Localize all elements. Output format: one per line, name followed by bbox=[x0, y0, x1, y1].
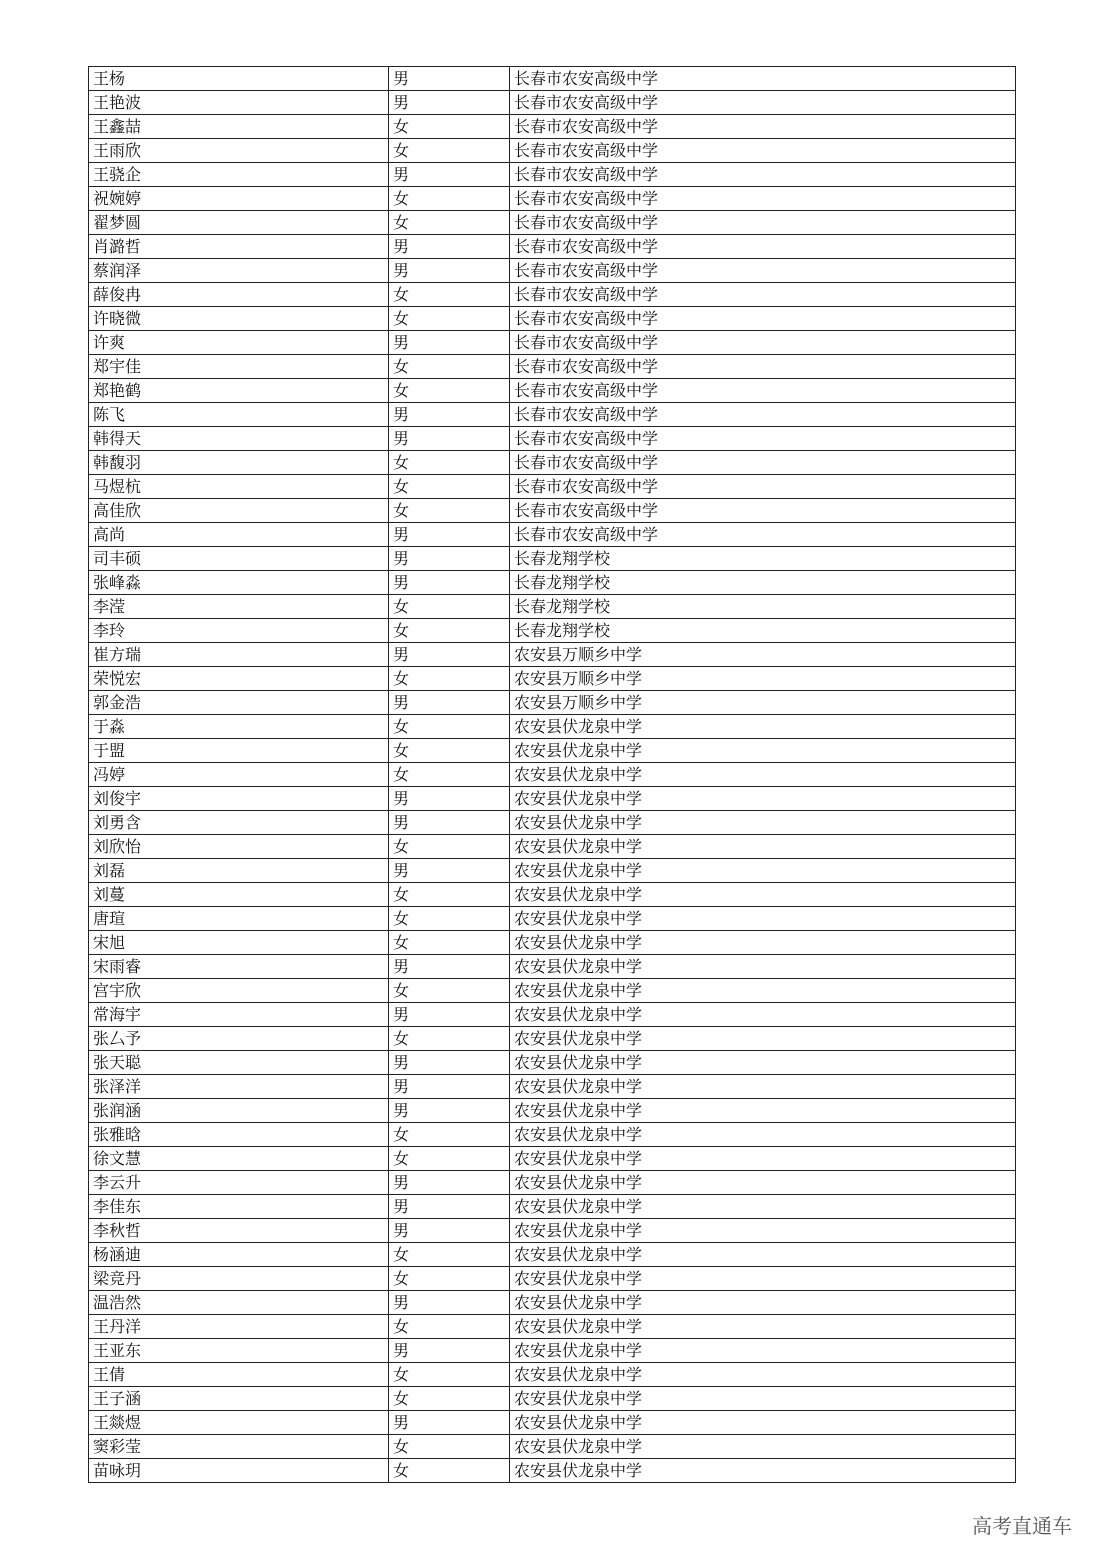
table-row bbox=[89, 1123, 1016, 1147]
school-cell: 农安县伏龙泉中学 bbox=[510, 1099, 1016, 1123]
school-cell: 农安县伏龙泉中学 bbox=[510, 811, 1016, 835]
school-cell: 长春龙翔学校 bbox=[510, 619, 1016, 643]
student-name-cell: 宋旭 bbox=[89, 931, 389, 955]
school-cell: 农安县伏龙泉中学 bbox=[510, 715, 1016, 739]
gender-cell: 男 bbox=[389, 811, 510, 835]
gender-cell: 男 bbox=[389, 1171, 510, 1195]
gender-cell: 男 bbox=[389, 1099, 510, 1123]
student-name-cell: 王倩 bbox=[89, 1363, 389, 1387]
student-name-cell: 李秋哲 bbox=[89, 1219, 389, 1243]
student-name-cell: 王亚东 bbox=[89, 1339, 389, 1363]
roster-body bbox=[89, 67, 1016, 1483]
school-cell: 农安县伏龙泉中学 bbox=[510, 1171, 1016, 1195]
table-row bbox=[89, 1051, 1016, 1075]
student-name-cell: 韩馥羽 bbox=[89, 451, 389, 475]
student-name-cell: 张润涵 bbox=[89, 1099, 389, 1123]
table-row bbox=[89, 667, 1016, 691]
school-cell: 农安县伏龙泉中学 bbox=[510, 1291, 1016, 1315]
table-row bbox=[89, 1219, 1016, 1243]
school-cell: 农安县伏龙泉中学 bbox=[510, 1339, 1016, 1363]
table-row bbox=[89, 403, 1016, 427]
table-row bbox=[89, 1411, 1016, 1435]
table-row bbox=[89, 451, 1016, 475]
student-name-cell: 祝婉婷 bbox=[89, 187, 389, 211]
school-cell: 农安县伏龙泉中学 bbox=[510, 1387, 1016, 1411]
school-cell: 农安县伏龙泉中学 bbox=[510, 1075, 1016, 1099]
student-name-cell: 张峰淼 bbox=[89, 571, 389, 595]
student-name-cell: 薛俊冉 bbox=[89, 283, 389, 307]
student-name-cell: 刘欣怡 bbox=[89, 835, 389, 859]
table-row bbox=[89, 1459, 1016, 1483]
school-cell: 农安县伏龙泉中学 bbox=[510, 1027, 1016, 1051]
gender-cell: 女 bbox=[389, 1147, 510, 1171]
table-row bbox=[89, 523, 1016, 547]
gender-cell: 男 bbox=[389, 1291, 510, 1315]
student-name-cell: 于盟 bbox=[89, 739, 389, 763]
table-row bbox=[89, 427, 1016, 451]
table-row bbox=[89, 1147, 1016, 1171]
school-cell: 农安县伏龙泉中学 bbox=[510, 1315, 1016, 1339]
table-row bbox=[89, 283, 1016, 307]
school-cell: 农安县伏龙泉中学 bbox=[510, 763, 1016, 787]
student-name-cell: 宫宇欣 bbox=[89, 979, 389, 1003]
school-cell: 农安县伏龙泉中学 bbox=[510, 1147, 1016, 1171]
student-name-cell: 王雨欣 bbox=[89, 139, 389, 163]
school-cell: 长春市农安高级中学 bbox=[510, 499, 1016, 523]
table-row bbox=[89, 1243, 1016, 1267]
table-row bbox=[89, 1315, 1016, 1339]
student-name-cell: 许爽 bbox=[89, 331, 389, 355]
student-name-cell: 刘蔓 bbox=[89, 883, 389, 907]
table-row bbox=[89, 883, 1016, 907]
student-name-cell: 刘俊宇 bbox=[89, 787, 389, 811]
table-row bbox=[89, 187, 1016, 211]
school-cell: 长春市农安高级中学 bbox=[510, 379, 1016, 403]
gender-cell: 女 bbox=[389, 835, 510, 859]
school-cell: 长春市农安高级中学 bbox=[510, 451, 1016, 475]
table-row bbox=[89, 259, 1016, 283]
gender-cell: 男 bbox=[389, 91, 510, 115]
gender-cell: 女 bbox=[389, 187, 510, 211]
student-roster-table bbox=[88, 66, 1016, 1483]
gender-cell: 男 bbox=[389, 955, 510, 979]
gender-cell: 男 bbox=[389, 643, 510, 667]
school-cell: 长春市农安高级中学 bbox=[510, 523, 1016, 547]
student-name-cell: 肖潞哲 bbox=[89, 235, 389, 259]
student-name-cell: 荣悦宏 bbox=[89, 667, 389, 691]
gender-cell: 女 bbox=[389, 667, 510, 691]
table-row bbox=[89, 1099, 1016, 1123]
gender-cell: 男 bbox=[389, 1003, 510, 1027]
school-cell: 农安县伏龙泉中学 bbox=[510, 1411, 1016, 1435]
table-row bbox=[89, 115, 1016, 139]
student-name-cell: 窦彩莹 bbox=[89, 1435, 389, 1459]
gender-cell: 男 bbox=[389, 1411, 510, 1435]
table-row bbox=[89, 1291, 1016, 1315]
school-cell: 长春市农安高级中学 bbox=[510, 427, 1016, 451]
school-cell: 农安县伏龙泉中学 bbox=[510, 739, 1016, 763]
school-cell: 长春市农安高级中学 bbox=[510, 91, 1016, 115]
school-cell: 农安县伏龙泉中学 bbox=[510, 1195, 1016, 1219]
gender-cell: 男 bbox=[389, 691, 510, 715]
gender-cell: 女 bbox=[389, 763, 510, 787]
table-row bbox=[89, 619, 1016, 643]
table-row bbox=[89, 571, 1016, 595]
gender-cell: 男 bbox=[389, 163, 510, 187]
student-name-cell: 张雅晗 bbox=[89, 1123, 389, 1147]
table-row bbox=[89, 1027, 1016, 1051]
school-cell: 农安县伏龙泉中学 bbox=[510, 787, 1016, 811]
gender-cell: 女 bbox=[389, 379, 510, 403]
table-row bbox=[89, 907, 1016, 931]
gender-cell: 女 bbox=[389, 139, 510, 163]
student-name-cell: 温浩然 bbox=[89, 1291, 389, 1315]
gender-cell: 男 bbox=[389, 571, 510, 595]
student-name-cell: 郑艳鹤 bbox=[89, 379, 389, 403]
school-cell: 长春市农安高级中学 bbox=[510, 403, 1016, 427]
table-row bbox=[89, 67, 1016, 91]
gender-cell: 女 bbox=[389, 619, 510, 643]
table-row bbox=[89, 211, 1016, 235]
gender-cell: 女 bbox=[389, 1435, 510, 1459]
student-name-cell: 崔方瑞 bbox=[89, 643, 389, 667]
school-cell: 长春市农安高级中学 bbox=[510, 307, 1016, 331]
gender-cell: 女 bbox=[389, 1027, 510, 1051]
student-name-cell: 许晓微 bbox=[89, 307, 389, 331]
gender-cell: 女 bbox=[389, 883, 510, 907]
gender-cell: 女 bbox=[389, 715, 510, 739]
gender-cell: 男 bbox=[389, 235, 510, 259]
student-name-cell: 杨涵迪 bbox=[89, 1243, 389, 1267]
school-cell: 农安县伏龙泉中学 bbox=[510, 1243, 1016, 1267]
school-cell: 农安县伏龙泉中学 bbox=[510, 931, 1016, 955]
student-name-cell: 常海宇 bbox=[89, 1003, 389, 1027]
school-cell: 农安县伏龙泉中学 bbox=[510, 907, 1016, 931]
table-row bbox=[89, 379, 1016, 403]
school-cell: 农安县万顺乡中学 bbox=[510, 691, 1016, 715]
table-row bbox=[89, 1267, 1016, 1291]
school-cell: 农安县伏龙泉中学 bbox=[510, 979, 1016, 1003]
gender-cell: 男 bbox=[389, 67, 510, 91]
gender-cell: 男 bbox=[389, 547, 510, 571]
school-cell: 长春市农安高级中学 bbox=[510, 283, 1016, 307]
gender-cell: 女 bbox=[389, 1363, 510, 1387]
student-name-cell: 王杨 bbox=[89, 67, 389, 91]
school-cell: 长春市农安高级中学 bbox=[510, 211, 1016, 235]
student-name-cell: 于淼 bbox=[89, 715, 389, 739]
student-name-cell: 高尚 bbox=[89, 523, 389, 547]
school-cell: 农安县伏龙泉中学 bbox=[510, 1459, 1016, 1483]
table-row bbox=[89, 1339, 1016, 1363]
student-name-cell: 韩得天 bbox=[89, 427, 389, 451]
student-name-cell: 张天聪 bbox=[89, 1051, 389, 1075]
gender-cell: 女 bbox=[389, 1315, 510, 1339]
gender-cell: 女 bbox=[389, 979, 510, 1003]
student-name-cell: 陈飞 bbox=[89, 403, 389, 427]
gender-cell: 女 bbox=[389, 931, 510, 955]
table-row bbox=[89, 835, 1016, 859]
school-cell: 农安县万顺乡中学 bbox=[510, 643, 1016, 667]
student-name-cell: 李滢 bbox=[89, 595, 389, 619]
school-cell: 长春市农安高级中学 bbox=[510, 67, 1016, 91]
table-row bbox=[89, 739, 1016, 763]
gender-cell: 女 bbox=[389, 1243, 510, 1267]
gender-cell: 男 bbox=[389, 523, 510, 547]
table-row bbox=[89, 499, 1016, 523]
student-name-cell: 蔡润泽 bbox=[89, 259, 389, 283]
school-cell: 农安县伏龙泉中学 bbox=[510, 1003, 1016, 1027]
gender-cell: 男 bbox=[389, 1219, 510, 1243]
school-cell: 长春市农安高级中学 bbox=[510, 163, 1016, 187]
student-name-cell: 梁竞丹 bbox=[89, 1267, 389, 1291]
gender-cell: 女 bbox=[389, 307, 510, 331]
student-name-cell: 李玲 bbox=[89, 619, 389, 643]
gender-cell: 男 bbox=[389, 787, 510, 811]
gender-cell: 男 bbox=[389, 1339, 510, 1363]
gender-cell: 男 bbox=[389, 259, 510, 283]
gender-cell: 男 bbox=[389, 427, 510, 451]
gender-cell: 女 bbox=[389, 499, 510, 523]
school-cell: 农安县伏龙泉中学 bbox=[510, 835, 1016, 859]
school-cell: 长春龙翔学校 bbox=[510, 571, 1016, 595]
table-row bbox=[89, 955, 1016, 979]
table-row bbox=[89, 643, 1016, 667]
school-cell: 农安县伏龙泉中学 bbox=[510, 883, 1016, 907]
school-cell: 长春市农安高级中学 bbox=[510, 139, 1016, 163]
school-cell: 长春市农安高级中学 bbox=[510, 115, 1016, 139]
gender-cell: 女 bbox=[389, 283, 510, 307]
student-name-cell: 冯婷 bbox=[89, 763, 389, 787]
table-row bbox=[89, 979, 1016, 1003]
school-cell: 农安县伏龙泉中学 bbox=[510, 1267, 1016, 1291]
table-row bbox=[89, 163, 1016, 187]
table-row bbox=[89, 355, 1016, 379]
school-cell: 农安县伏龙泉中学 bbox=[510, 1051, 1016, 1075]
student-name-cell: 王艳波 bbox=[89, 91, 389, 115]
gender-cell: 女 bbox=[389, 907, 510, 931]
table-row bbox=[89, 859, 1016, 883]
student-name-cell: 翟梦圆 bbox=[89, 211, 389, 235]
school-cell: 长春市农安高级中学 bbox=[510, 235, 1016, 259]
gender-cell: 男 bbox=[389, 403, 510, 427]
table-row bbox=[89, 1435, 1016, 1459]
table-row bbox=[89, 1171, 1016, 1195]
student-name-cell: 司丰硕 bbox=[89, 547, 389, 571]
table-row bbox=[89, 1003, 1016, 1027]
gender-cell: 男 bbox=[389, 1051, 510, 1075]
table-row bbox=[89, 307, 1016, 331]
student-name-cell: 王鑫喆 bbox=[89, 115, 389, 139]
school-cell: 长春市农安高级中学 bbox=[510, 259, 1016, 283]
student-name-cell: 高佳欣 bbox=[89, 499, 389, 523]
school-cell: 农安县伏龙泉中学 bbox=[510, 955, 1016, 979]
table-row bbox=[89, 139, 1016, 163]
student-name-cell: 张泽洋 bbox=[89, 1075, 389, 1099]
student-name-cell: 唐瑄 bbox=[89, 907, 389, 931]
gender-cell: 男 bbox=[389, 331, 510, 355]
table-row bbox=[89, 235, 1016, 259]
table-row bbox=[89, 763, 1016, 787]
school-cell: 农安县伏龙泉中学 bbox=[510, 1363, 1016, 1387]
student-name-cell: 宋雨睿 bbox=[89, 955, 389, 979]
table-row bbox=[89, 547, 1016, 571]
watermark: 高考直通车 bbox=[972, 1514, 1072, 1538]
student-name-cell: 张厶予 bbox=[89, 1027, 389, 1051]
gender-cell: 男 bbox=[389, 859, 510, 883]
gender-cell: 女 bbox=[389, 1459, 510, 1483]
table-row bbox=[89, 475, 1016, 499]
school-cell: 长春龙翔学校 bbox=[510, 547, 1016, 571]
student-name-cell: 王子涵 bbox=[89, 1387, 389, 1411]
student-name-cell: 李佳东 bbox=[89, 1195, 389, 1219]
table-row bbox=[89, 1387, 1016, 1411]
table-row bbox=[89, 1363, 1016, 1387]
table-row bbox=[89, 1195, 1016, 1219]
school-cell: 长春市农安高级中学 bbox=[510, 475, 1016, 499]
gender-cell: 女 bbox=[389, 115, 510, 139]
school-cell: 长春市农安高级中学 bbox=[510, 355, 1016, 379]
student-name-cell: 马煜杭 bbox=[89, 475, 389, 499]
school-cell: 农安县伏龙泉中学 bbox=[510, 1219, 1016, 1243]
school-cell: 农安县万顺乡中学 bbox=[510, 667, 1016, 691]
school-cell: 农安县伏龙泉中学 bbox=[510, 1123, 1016, 1147]
table-row bbox=[89, 787, 1016, 811]
gender-cell: 女 bbox=[389, 1123, 510, 1147]
student-name-cell: 苗咏玥 bbox=[89, 1459, 389, 1483]
gender-cell: 男 bbox=[389, 1075, 510, 1099]
student-name-cell: 李云升 bbox=[89, 1171, 389, 1195]
gender-cell: 女 bbox=[389, 355, 510, 379]
school-cell: 农安县伏龙泉中学 bbox=[510, 859, 1016, 883]
school-cell: 长春市农安高级中学 bbox=[510, 187, 1016, 211]
table-row bbox=[89, 691, 1016, 715]
gender-cell: 女 bbox=[389, 1387, 510, 1411]
table-row bbox=[89, 91, 1016, 115]
student-name-cell: 王燚煜 bbox=[89, 1411, 389, 1435]
gender-cell: 男 bbox=[389, 1195, 510, 1219]
school-cell: 农安县伏龙泉中学 bbox=[510, 1435, 1016, 1459]
gender-cell: 女 bbox=[389, 595, 510, 619]
student-name-cell: 刘勇含 bbox=[89, 811, 389, 835]
school-cell: 长春市农安高级中学 bbox=[510, 331, 1016, 355]
table-row bbox=[89, 811, 1016, 835]
table-row bbox=[89, 1075, 1016, 1099]
gender-cell: 女 bbox=[389, 1267, 510, 1291]
student-name-cell: 徐文慧 bbox=[89, 1147, 389, 1171]
student-name-cell: 王丹洋 bbox=[89, 1315, 389, 1339]
table-row bbox=[89, 931, 1016, 955]
table-row bbox=[89, 331, 1016, 355]
table-row bbox=[89, 595, 1016, 619]
school-cell: 长春龙翔学校 bbox=[510, 595, 1016, 619]
gender-cell: 女 bbox=[389, 211, 510, 235]
student-name-cell: 郭金浩 bbox=[89, 691, 389, 715]
student-name-cell: 郑宇佳 bbox=[89, 355, 389, 379]
table-row bbox=[89, 715, 1016, 739]
gender-cell: 女 bbox=[389, 739, 510, 763]
gender-cell: 女 bbox=[389, 475, 510, 499]
student-name-cell: 王骁企 bbox=[89, 163, 389, 187]
gender-cell: 女 bbox=[389, 451, 510, 475]
student-name-cell: 刘磊 bbox=[89, 859, 389, 883]
